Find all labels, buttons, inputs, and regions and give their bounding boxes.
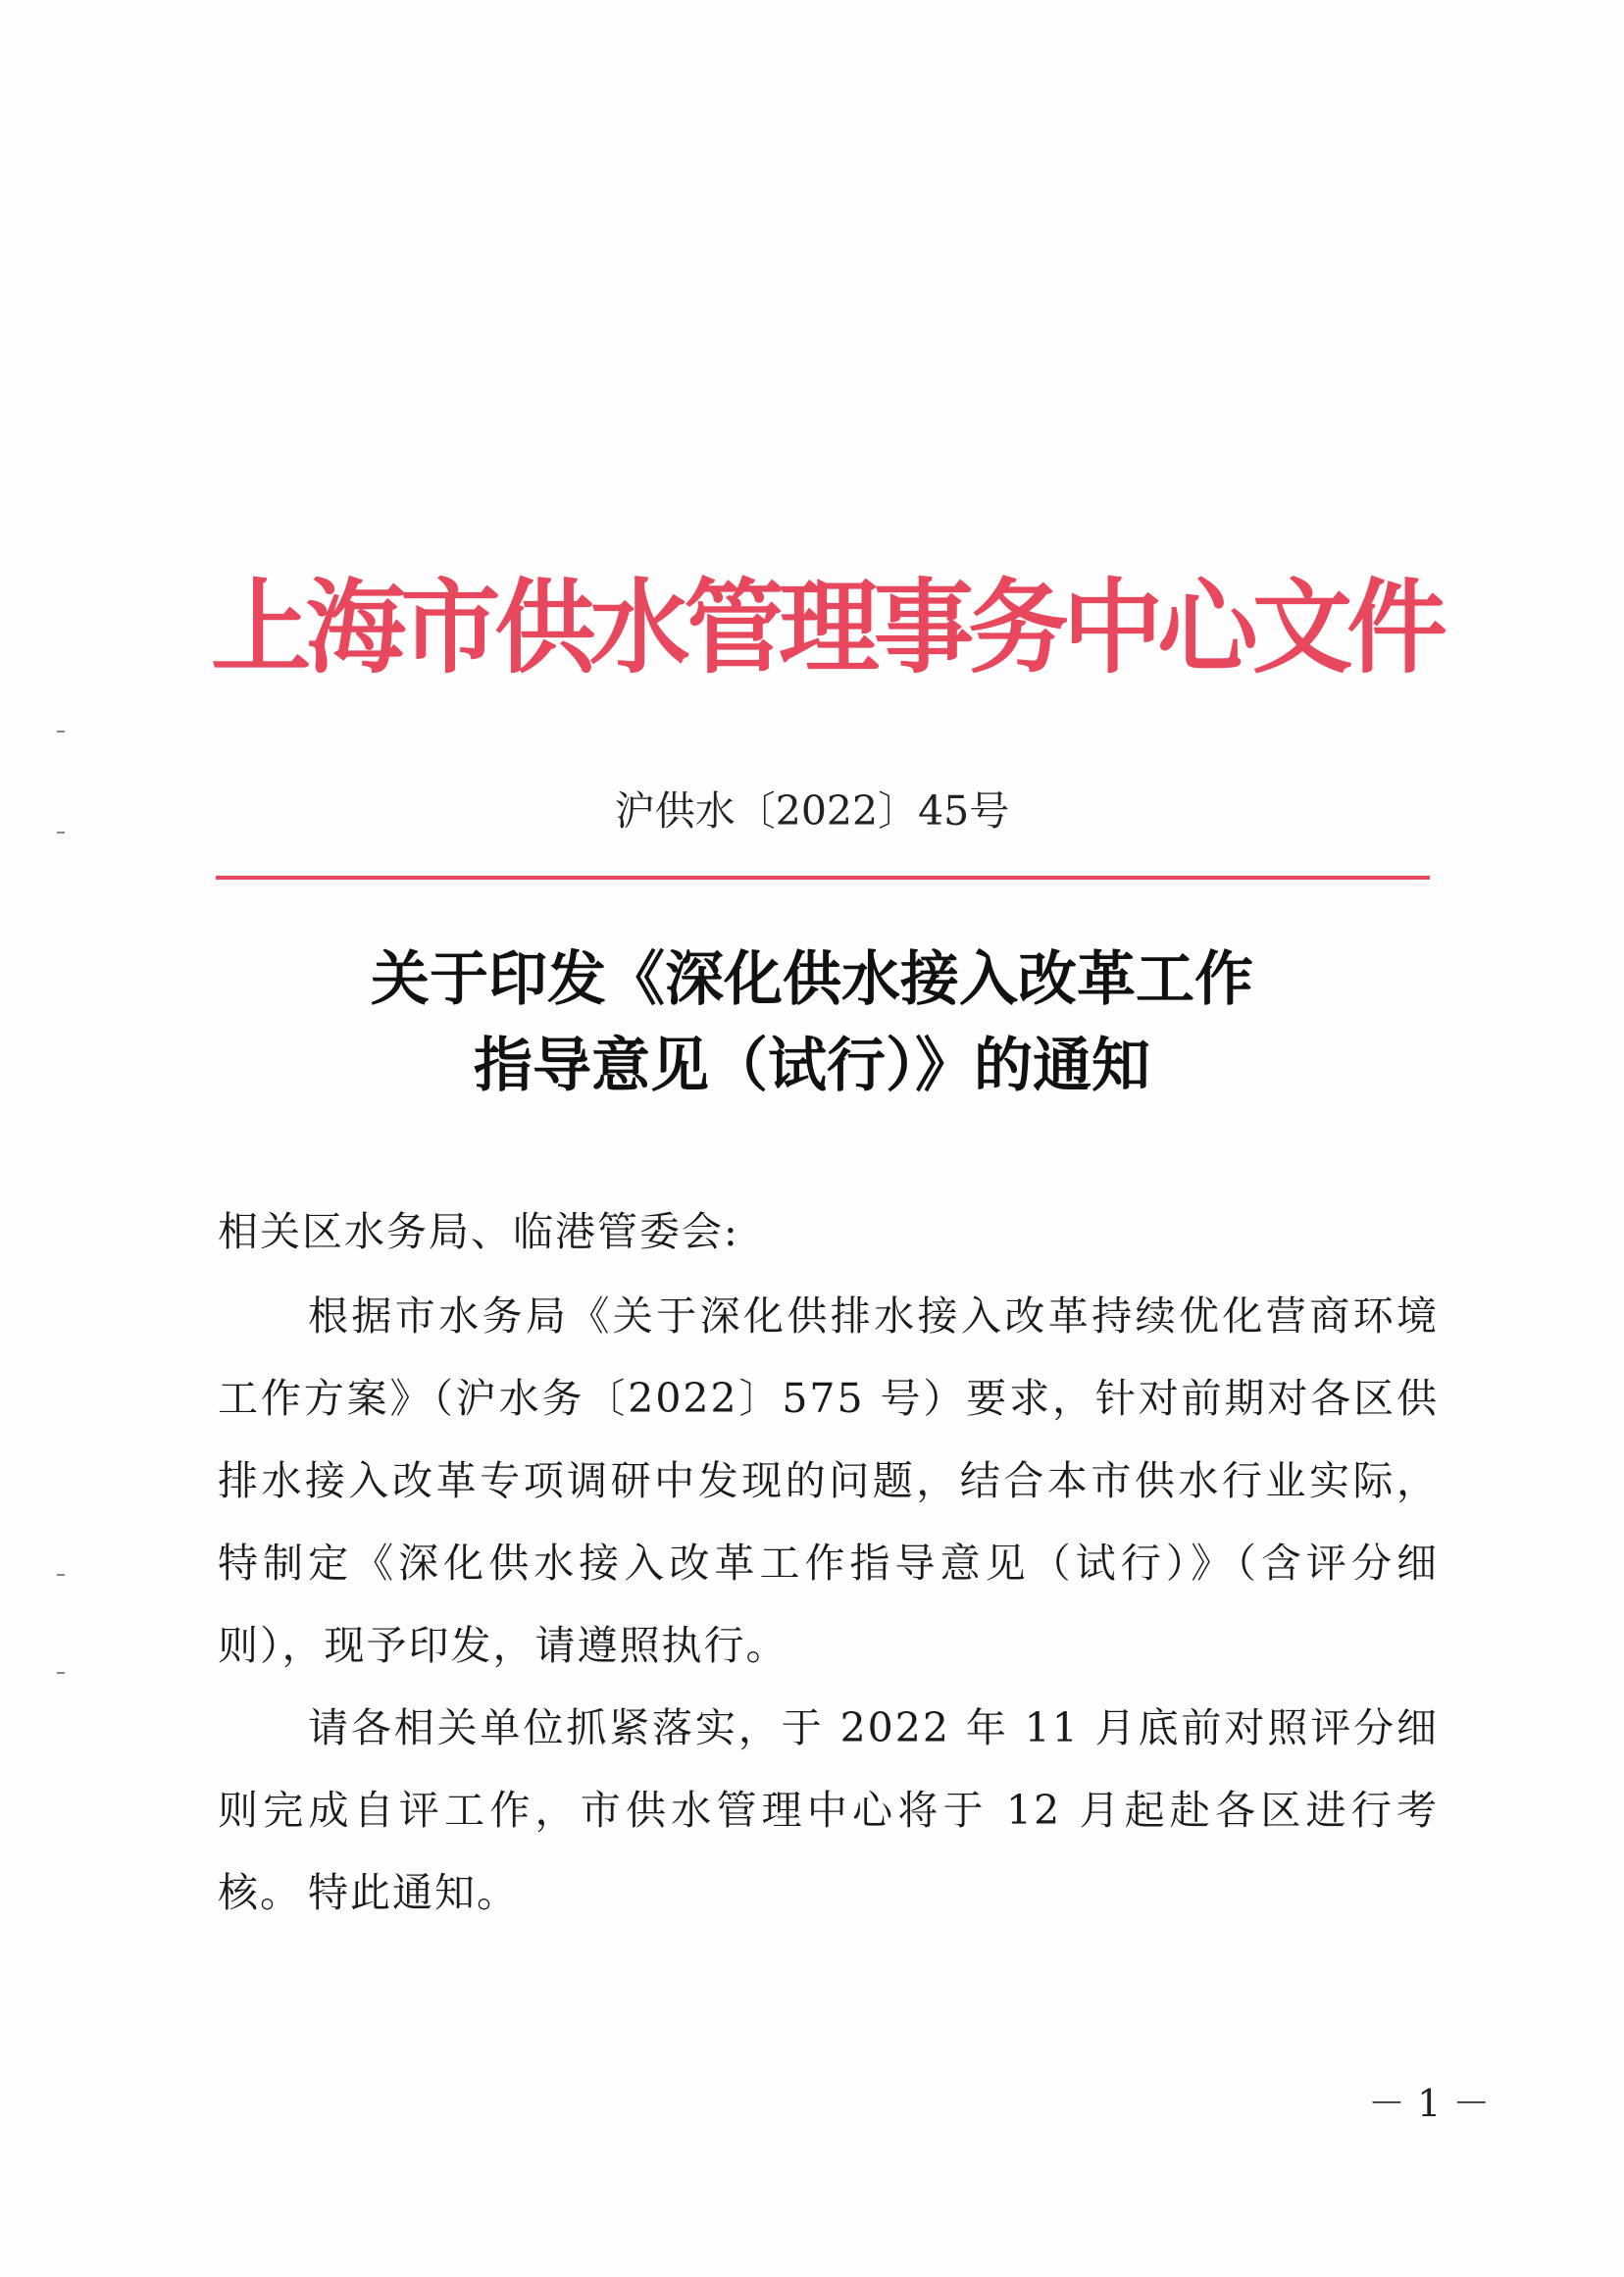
scan-margin-mark [57, 1574, 65, 1576]
red-separator-line [216, 876, 1430, 880]
document-number: 沪供水〔2022〕45号 [614, 787, 1010, 835]
notice-title [0, 936, 1624, 1109]
body-paragraph-1: 根据市水务局《关于深化供排水接入改革持续优化营商环境工作方案》（沪水务〔2022〕575 号）要求，针对前期对各区供排水接入改革专项调研中发现的问题，结合本市供水行业实际，特制定《深化供水接入改革工作指导意见（试行）》（含评分细则），现予印发，请遵照执行。 [218, 1292, 1439, 1669]
notice-title-line-1: 关于印发《深化供水接入改革工作 [371, 945, 1253, 1014]
scan-margin-mark [57, 1672, 65, 1674]
body-paragraph-3: 特此通知。 [308, 1869, 519, 1916]
scan-margin-mark [57, 731, 65, 733]
notice-title-line-2: 指导意见（试行）》的通知 [474, 1032, 1150, 1100]
body-paragraph-2: 请各相关单位抓紧落实，于 2022 年 11 月底前对照评分细则完成自评工作，市供水管理中心将于 12 月起赴各区进行考核。 [218, 1704, 1439, 1916]
salutation: 相关区水务局、临港管委会: [218, 1208, 739, 1255]
page-number: － 1 － [1368, 2082, 1491, 2125]
issuing-org-title: 上海市供水管理事务中心文件 [211, 567, 1442, 687]
